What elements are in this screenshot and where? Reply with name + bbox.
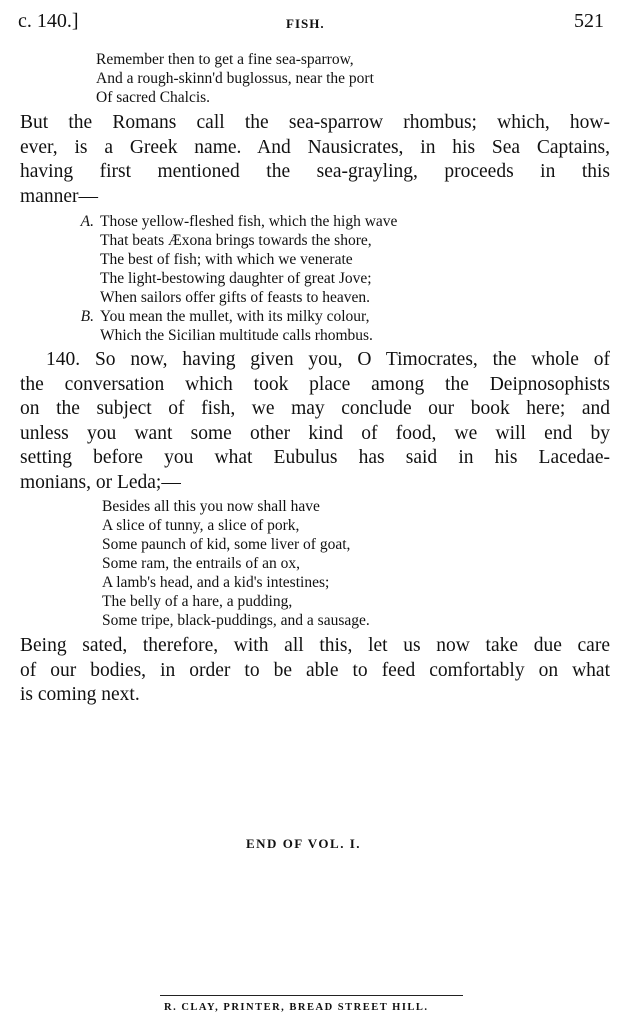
running-title: FISH. [286,16,325,31]
verse-line: The light-bestowing daughter of great Jove; [100,270,372,287]
verse-quotation-2 [102,497,370,630]
prose-line: Being sated, therefore, with all this, let us now take due care [20,635,610,656]
verse-line: Besides all this you now shall have [102,498,320,515]
verse-line: Some tripe, black-puddings, and a sausage. [102,612,370,629]
verse-line: A slice of tunny, a slice of pork, [102,517,300,534]
prose-line: But the Romans call the sea-sparrow rhombus; which, how- [20,112,610,133]
verse-line: That beats Æxona brings towards the shore, [100,232,372,249]
prose-line: is coming next. [20,684,140,705]
verse-line: Remember then to get a fine sea-sparrow, [96,51,354,68]
prose-line: having first mentioned the sea-grayling, proceeds in this [20,161,610,182]
prose-paragraph-2 [20,348,610,495]
verse-line: Of sacred Chalcis. [96,89,211,106]
end-of-volume-text: END OF VOL. I. [246,836,362,851]
prose-line: the conversation which took place among the Deipnosophists [20,373,610,395]
prose-paragraph-3 [20,634,610,708]
verse-quotation-1 [96,50,374,107]
prose-line: monians, or Leda;— [20,471,181,493]
verse-line: The best of fish; with which we venerate [100,251,353,268]
prose-line: setting before you what Eubulus has said in his Lacedae- [20,447,610,468]
prose-line: of our bodies, in order to be able to feed comfortably on what [20,659,610,681]
prose-paragraph-1 [20,111,610,209]
verse-line: Some ram, the entrails of an ox, [102,555,301,572]
speaker-label: B. [80,308,94,325]
prose-line: ever, is a Greek name. And Nausicrates, in his Sea Captains, [20,136,610,158]
verse-line: Those yellow-fleshed fish, which the high wave [100,213,398,230]
verse-line: Some paunch of kid, some liver of goat, [102,536,351,553]
verse-line: When sailors offer gifts of feasts to heaven. [100,289,371,306]
prose-line: 140. So now, having given you, O Timocrates, the whole of [46,349,610,370]
verse-line: And a rough-skinn'd buglossus, near the port [96,70,374,87]
printer-imprint: R. CLAY, PRINTER, BREAD STREET HILL. [164,1002,429,1013]
page-number: 521 [574,10,604,32]
verse-line: You mean the mullet, with its milky colour, [100,308,370,325]
verse-line: Which the Sicilian multitude calls rhombus. [100,327,373,344]
prose-line: on the subject of fish, we may conclude our book here; and [20,398,610,419]
dialogue-quotation [68,212,397,345]
verse-line: A lamb's head, and a kid's intestines; [102,574,330,591]
speaker-label: A. [80,213,94,230]
prose-line: unless you want some other kind of food, we will end by [20,422,610,444]
section-reference: c. 140.] [18,10,79,32]
verse-line: The belly of a hare, a pudding, [102,593,293,610]
imprint-rule [160,995,463,996]
prose-line: manner— [20,185,98,207]
